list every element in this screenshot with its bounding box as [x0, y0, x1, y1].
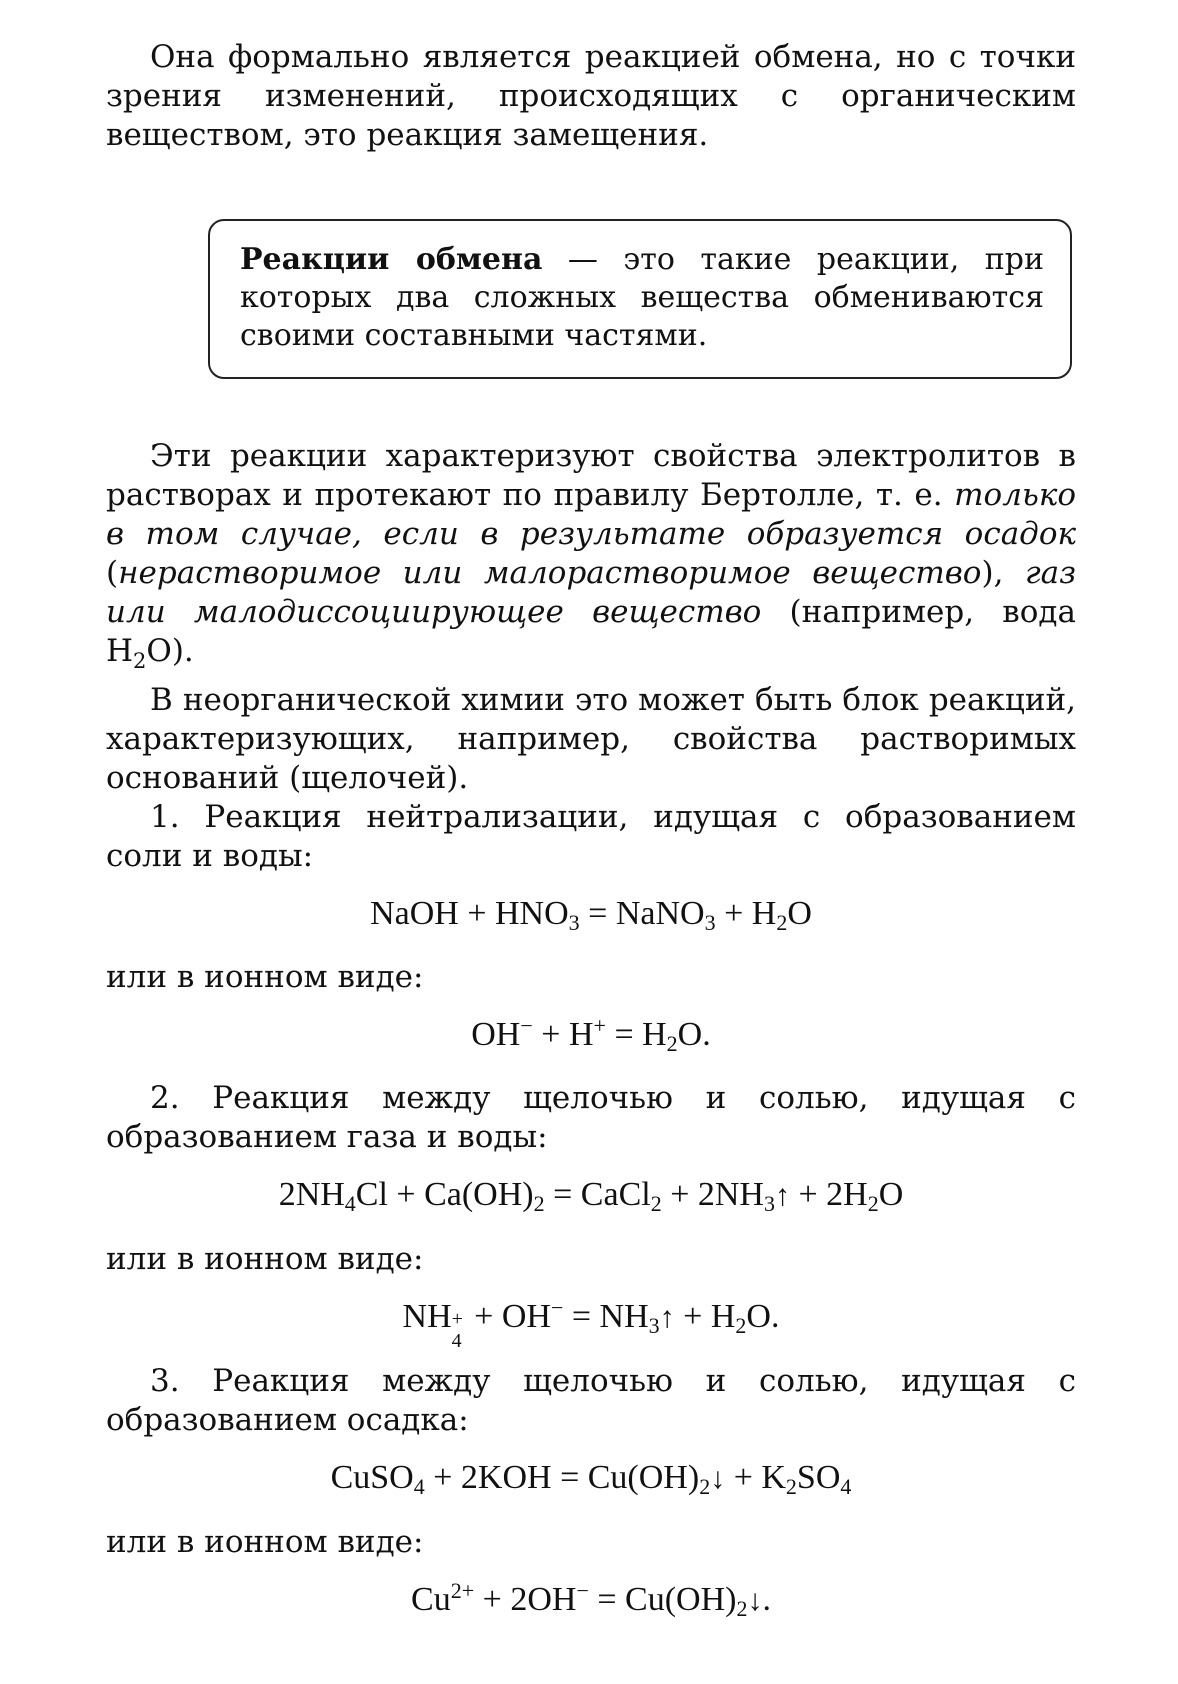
page — [106, 38, 1076, 1645]
equation-part: = Cu(OH) — [588, 1581, 737, 1619]
intro-paragraph: Она формально является реакцией обмена, но с точки зрения изменений, происходящих с органическим веществом, это реакция замещения. — [106, 39, 1076, 153]
equation-part: + 2OH — [474, 1581, 577, 1619]
equation-part: 2 — [533, 1191, 545, 1217]
equation-part: 4 — [344, 1191, 356, 1217]
equation-part: 2 — [699, 1474, 711, 1500]
berthollet-text-5: O). — [146, 633, 194, 669]
equation-gas-molecular — [106, 1175, 1076, 1216]
equation-part: + H — [674, 1298, 736, 1336]
equation-part: − — [576, 1578, 589, 1604]
equation-neutralization-ionic — [106, 1015, 1076, 1055]
up-arrow-icon: ↑ — [775, 1179, 790, 1213]
equation-part: = NH — [563, 1298, 649, 1336]
equation-part: = NaNO — [579, 895, 705, 933]
berthollet-text-3: ), — [981, 555, 1025, 591]
equation-part: OH — [471, 1016, 521, 1054]
equation-part: 4 — [840, 1474, 852, 1500]
berthollet-italic-1: только в том случае, если в результате образуется осадок — [106, 477, 1076, 552]
equation-precipitate-molecular — [106, 1458, 1076, 1499]
ionic-label-2: или в ионном виде: — [106, 1241, 424, 1278]
berthollet-italic-3: газ или малодиссоциирующее вещество — [106, 555, 1076, 630]
berthollet-text-4: (например, вода H — [106, 594, 1076, 669]
equation-part: O. — [746, 1298, 780, 1336]
equation-part: 2 — [785, 1474, 797, 1500]
definition-box — [208, 219, 1072, 379]
item-1-paragraph: 1. Реакция нейтрализации, идущая с образованием соли и воды: — [106, 799, 1076, 875]
equation-gas-ionic: NH + 4 + $OH^- = NH_3↑ + H_2O$. — [402, 1295, 780, 1353]
equation-part: CuSO — [330, 1459, 414, 1497]
ionic-label-1: или в ионном виде: — [106, 959, 424, 996]
berthollet-text-2: ( — [106, 555, 119, 591]
equation-part: + 2NH — [661, 1176, 764, 1214]
equation-part: + H — [715, 895, 777, 933]
equation-part: + — [593, 1013, 606, 1039]
item-2-paragraph: 2. Реакция между щелочью и солью, идущая с образованием газа и воды: — [106, 1080, 1076, 1156]
equation-part: 2NH — [278, 1176, 345, 1214]
equation-part: + OH — [465, 1298, 551, 1336]
equation-part: O. — [677, 1016, 711, 1054]
down-arrow-icon: ↓ — [710, 1462, 726, 1496]
equation-part: Cl + Ca(OH) — [355, 1176, 534, 1214]
equation-part: 3 — [648, 1313, 660, 1339]
equation-part: SO — [796, 1459, 841, 1497]
item-3-paragraph: 3. Реакция между щелочью и солью, идущая с образованием осадка: — [106, 1363, 1076, 1439]
equation-part: = CaCl — [544, 1176, 651, 1214]
equation-part: 3 — [704, 910, 716, 936]
equation-part: + H — [532, 1016, 594, 1054]
inorganic-paragraph: В неорганической химии это может быть блок реакций, характеризующих, например, свойства растворимых оснований (щелочей). — [106, 682, 1076, 797]
down-arrow-icon: ↓ — [747, 1584, 763, 1618]
equation-part: 2 — [650, 1191, 662, 1217]
ionic-label-3: или в ионном виде: — [106, 1524, 424, 1561]
berthollet-text-1: Эти реакции характеризуют свойства электролитов в растворах и протекают по правилу Бертолле, т. е. — [106, 438, 1076, 513]
equation-part: NaOH + HNO — [370, 895, 569, 933]
equation-part: O — [878, 1176, 904, 1214]
equation-part: = H — [605, 1016, 667, 1054]
equation-part: Cu — [411, 1581, 451, 1619]
equation-part: − — [550, 1295, 564, 1321]
equation-part: + 2H — [790, 1176, 868, 1214]
equation-part: + 2KOH = Cu(OH) — [424, 1459, 700, 1497]
definition-paragraph — [240, 241, 1044, 355]
equation-part: 4 — [413, 1474, 425, 1500]
equation-part: 2 — [867, 1191, 879, 1217]
definition-term: Реакции обмена — [240, 242, 543, 277]
equation-precipitate-ionic — [106, 1580, 1076, 1621]
equation-part: − — [520, 1013, 533, 1039]
equation-part: 2 — [776, 910, 788, 936]
equation-part: 3 — [568, 910, 580, 936]
equation-part: 2+ — [450, 1578, 475, 1604]
equation-part: NH — [402, 1298, 452, 1336]
berthollet-italic-2: нерастворимое или малорастворимое вещество — [118, 555, 982, 591]
equation-part: . — [762, 1581, 771, 1619]
definition-text: — это такие реакции, при которых два сложных вещества обмениваются своими составными частями. — [240, 242, 1045, 353]
equation-part: 2 — [736, 1596, 748, 1622]
berthollet-subscript: 2 — [133, 649, 147, 674]
equation-part: O — [787, 895, 812, 933]
equation-part: 2 — [735, 1313, 747, 1339]
equation-part: + K — [725, 1459, 786, 1497]
equation-part: 3 — [764, 1191, 775, 1217]
berthollet-paragraph — [106, 437, 1076, 681]
equation-part: 2 — [666, 1031, 678, 1057]
equation-neutralization-molecular — [106, 894, 1076, 934]
up-arrow-icon: ↑ — [659, 1301, 675, 1335]
